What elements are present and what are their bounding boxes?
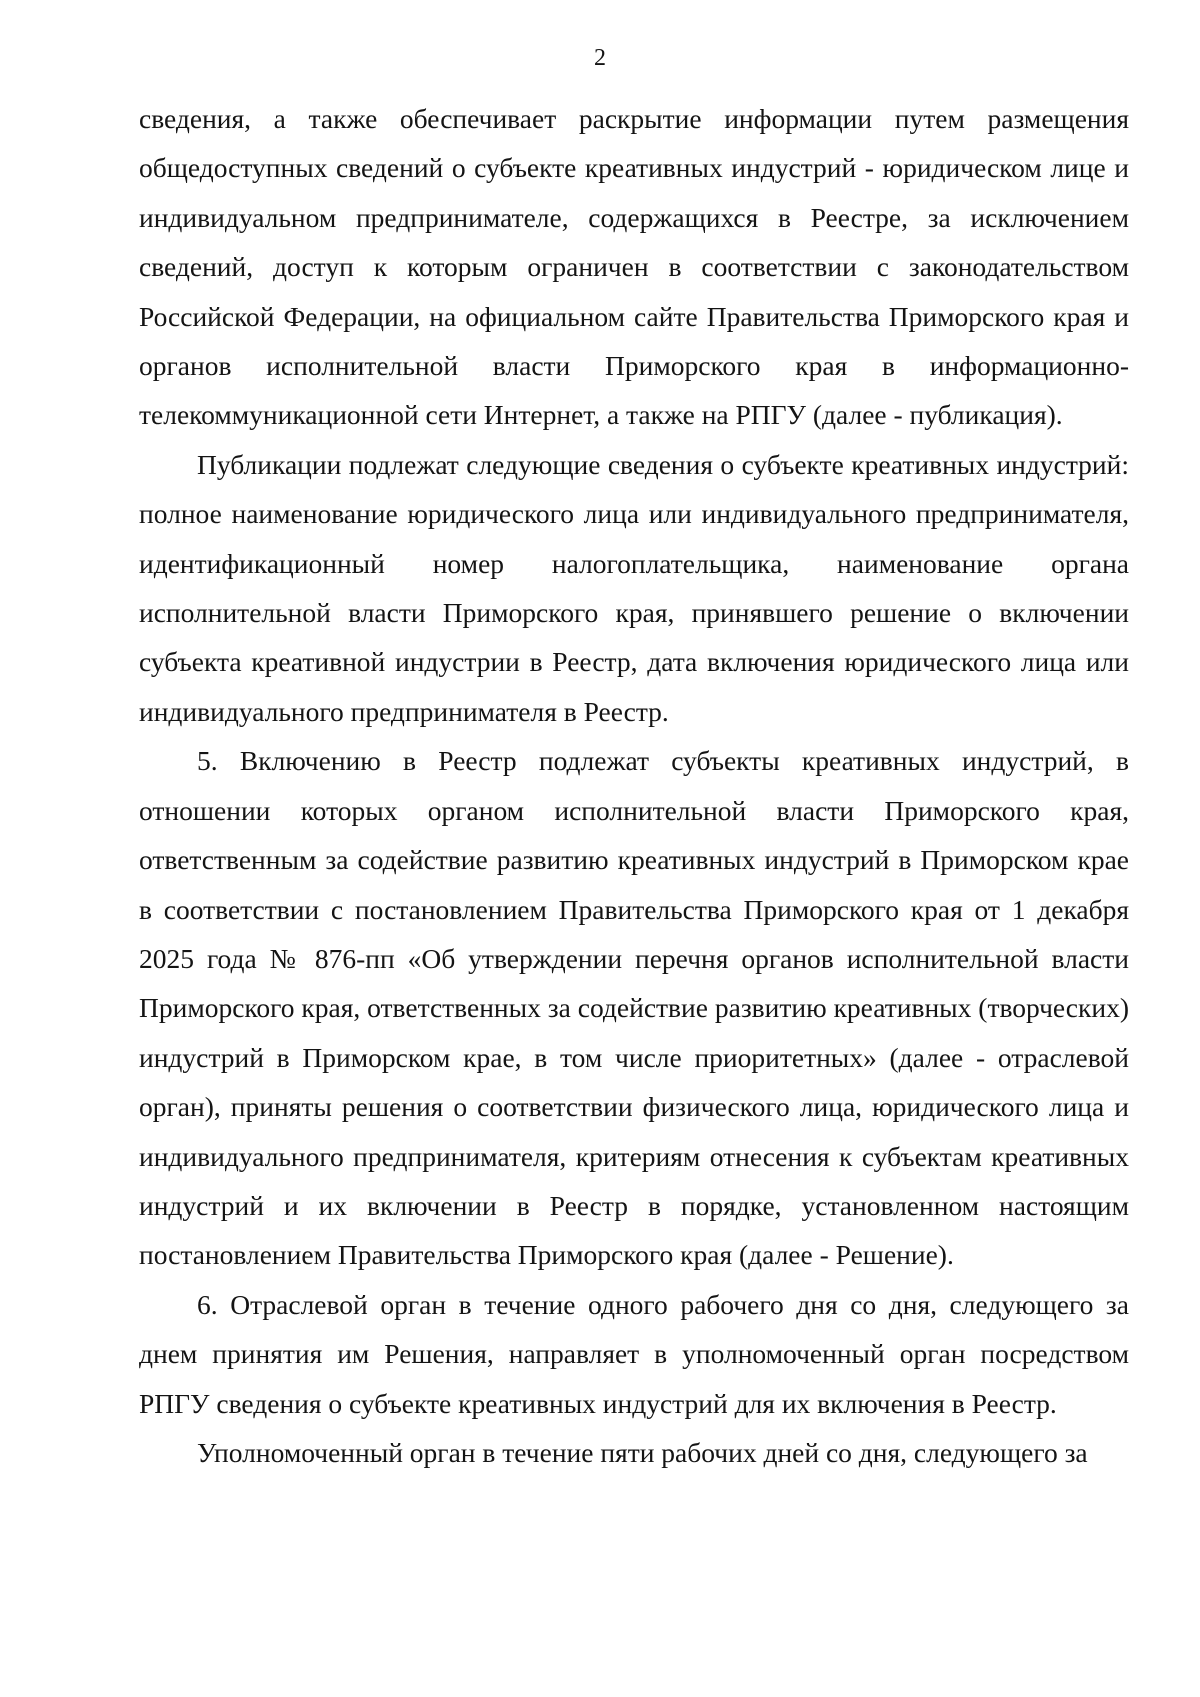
paragraph-item-6: 6. Отраслевой орган в течение одного рабочего дня со дня, следующего за днем принятия им Решения, направляет в уполномоченный орган посредством РПГУ сведения о субъекте креативных индустрий для их включения в Реестр. [139,1288,1129,1419]
paragraph-continuation: сведения, а также обеспечивает раскрытие информации путем размещения общедоступных сведений о субъекте креативных индустрий - юридическом лице и индивидуальном предпринимателе, содержащихся в Реестре, за исключением сведений, доступ к которым ограничен в соответствии с законодательством Российской Федерации, на официальном сайте Правительства Приморского края и органов исполнительной власти Приморского края в информационно-телекоммуникационной сети Интернет, а также на РПГУ (далее - публикация). [139,103,1129,431]
paragraph-publication-details: Публикации подлежат следующие сведения о субъекте креативных индустрий: полное наименование юридического лица или индивидуального предпринимателя, идентификационный номер налогоплательщика, наименование органа исполнительной власти Приморского края, принявшего решение о включении субъекта креативной индустрии в Реестр, дата включения юридического лица или индивидуального предпринимателя в Реестр. [139,448,1129,727]
paragraph-authorized-body: Уполномоченный орган в течение пяти рабочих дней со дня, следующего за [197,1436,1088,1468]
document-body [139,94,1129,1477]
paragraph-item-5: 5. Включению в Реестр подлежат субъекты креативных индустрий, в отношении которых органом исполнительной власти Приморского края, ответственным за содействие развитию креативных индустрий в Приморском крае в соответствии с постановлением Правительства Приморского края от 1 декабря 2025 года № 876-пп «Об утверждении перечня органов исполнительной власти Приморского края, ответственных за содействие развитию креативных (творческих) индустрий в Приморском крае, в том числе приоритетных» (далее - отраслевой орган), приняты решения о соответствии физического лица, юридического лица и индивидуального предпринимателя, критериям отнесения к субъектам креативных индустрий и их включении в Реестр в порядке, установленном настоящим постановлением Правительства Приморского края (далее - Решение). [139,745,1129,1271]
page-number: 2 [594,45,606,71]
